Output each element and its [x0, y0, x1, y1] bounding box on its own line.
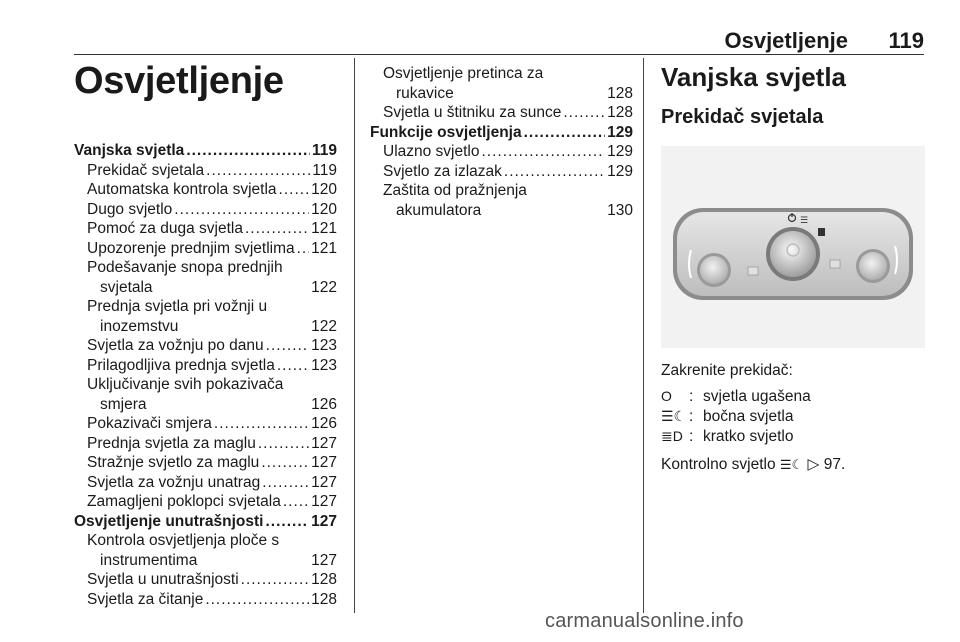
- toc-entry-label: Zamagljeni poklopci svjetala: [87, 493, 281, 510]
- toc-entry-page: 128: [607, 104, 633, 121]
- leader-dots: [279, 180, 310, 200]
- toc-section-heading[interactable]: [74, 141, 337, 161]
- leader-dots: [174, 200, 309, 220]
- toc-entry-label: Prekidač svjetala: [87, 161, 205, 179]
- leader-dots: [563, 103, 605, 123]
- toc-section-heading[interactable]: [370, 123, 633, 143]
- toc-entry[interactable]: [74, 531, 337, 570]
- toc-entry-page: 127: [311, 512, 337, 530]
- toc-entry-label-continued: svjetala: [100, 278, 153, 296]
- toc-entry[interactable]: [370, 162, 633, 182]
- toc-entry-label: Zaštita od pražnjenja: [383, 182, 527, 199]
- legend-separator: :: [689, 408, 694, 425]
- control-light-page-ref[interactable]: 97.: [823, 456, 846, 473]
- leader-dots: [262, 473, 309, 493]
- toc-entry[interactable]: [74, 434, 337, 454]
- toc-entry-label: Stražnje svjetlo za maglu: [87, 454, 260, 471]
- leader-dots: [297, 239, 310, 259]
- column-divider-1: [354, 58, 355, 613]
- toc-entry-label: Prednja svjetla pri vožnji u: [87, 298, 268, 315]
- leader-dots: [266, 336, 309, 356]
- toc-entry-label: Svjetla u štitniku za sunce: [383, 104, 562, 121]
- leader-dots: [258, 434, 309, 454]
- toc-entry-label: Upozorenje prednjim svjetlima: [87, 239, 295, 257]
- legend-text: bočna svjetla: [703, 408, 794, 425]
- toc-entry-page: 127: [311, 551, 337, 569]
- toc-entry-page: 120: [311, 181, 337, 198]
- toc-entry-page: 121: [311, 220, 337, 237]
- toc-entry-page: 126: [311, 415, 337, 432]
- toc-entry-label: Funkcije osvjetljenja: [370, 123, 522, 141]
- toc-entry[interactable]: [74, 180, 337, 200]
- leader-dots: [277, 356, 309, 376]
- leader-dots: [186, 141, 310, 161]
- toc-entry-page: 120: [311, 200, 337, 218]
- legend-row: [661, 428, 793, 446]
- instruction-text: Zakrenite prekidač:: [661, 362, 793, 379]
- subsection-title: Prekidač svjetala: [661, 106, 824, 128]
- toc-entry-page: 122: [311, 317, 337, 335]
- toc-entry-page: 127: [311, 454, 337, 471]
- toc-entry-page: 119: [311, 142, 337, 159]
- side-lights-icon: ☰☾: [779, 457, 804, 472]
- leader-dots: [283, 492, 309, 512]
- toc-entry-label: Kontrola osvjetljenja ploče s: [87, 532, 280, 549]
- toc-entry[interactable]: [370, 64, 633, 103]
- legend-row: [661, 388, 811, 406]
- toc-entry[interactable]: [74, 473, 337, 493]
- toc-entry-label-continued: inozemstvu: [100, 317, 179, 335]
- toc-entry[interactable]: [74, 239, 337, 259]
- leader-dots: [241, 570, 309, 590]
- toc-column-1: [74, 141, 337, 609]
- toc-entry-page: 130: [607, 201, 633, 219]
- low-beam-icon: ≣D: [661, 428, 683, 444]
- toc-entry-page: 122: [311, 278, 337, 296]
- legend-text: svjetla ugašena: [703, 388, 811, 405]
- toc-entry[interactable]: [74, 297, 337, 336]
- toc-entry[interactable]: [74, 492, 337, 512]
- toc-entry-label: Osvjetljenje pretinca za: [383, 65, 544, 82]
- toc-entry-page: 123: [311, 356, 337, 374]
- toc-entry[interactable]: [74, 590, 337, 610]
- toc-section-heading[interactable]: [74, 512, 337, 532]
- toc-entry-page: 127: [311, 434, 337, 452]
- toc-entry-page: 129: [607, 123, 633, 141]
- legend-separator: :: [689, 388, 694, 405]
- toc-entry-label: Ulazno svjetlo: [383, 143, 480, 160]
- leader-dots: [214, 414, 309, 434]
- toc-entry[interactable]: [74, 570, 337, 590]
- chapter-title: Osvjetljenje: [74, 60, 284, 102]
- header-rule: [74, 54, 924, 55]
- toc-entry-page: 128: [311, 590, 337, 608]
- toc-entry[interactable]: [370, 103, 633, 123]
- toc-entry[interactable]: [74, 414, 337, 434]
- legend-row: [661, 408, 793, 426]
- toc-entry-page: 128: [311, 571, 337, 588]
- legend-text: kratko svjetlo: [703, 428, 794, 445]
- toc-entry-label-continued: rukavice: [396, 84, 454, 102]
- toc-entry-page: 127: [311, 493, 337, 510]
- toc-entry[interactable]: [74, 336, 337, 356]
- toc-entry-label: Svjetla u unutrašnjosti: [87, 571, 239, 588]
- toc-entry-label: Pokazivači smjera: [87, 415, 212, 432]
- svg-text:☰: ☰: [800, 216, 809, 226]
- toc-entry[interactable]: [370, 142, 633, 162]
- toc-entry[interactable]: [74, 375, 337, 414]
- leader-dots: [524, 123, 606, 143]
- toc-entry[interactable]: [74, 453, 337, 473]
- toc-entry[interactable]: [74, 219, 337, 239]
- toc-entry-label: Automatska kontrola svjetla: [87, 181, 277, 198]
- toc-entry-label: Svjetla za vožnju unatrag: [87, 473, 261, 491]
- toc-entry[interactable]: [74, 356, 337, 376]
- leader-dots: [205, 590, 309, 610]
- toc-entry-label: Prednja svjetla za maglu: [87, 434, 256, 452]
- toc-entry-page: 129: [607, 162, 633, 180]
- toc-entry-label: Svjetla za čitanje: [87, 590, 204, 608]
- toc-entry-label-continued: akumulatora: [396, 201, 482, 219]
- leader-dots: [245, 219, 309, 239]
- reference-arrow-icon: ▷: [807, 456, 820, 473]
- toc-entry-label: Svjetla za vožnju po danu: [87, 337, 264, 354]
- toc-entry-page: 121: [311, 239, 337, 257]
- legend-separator: :: [689, 428, 694, 445]
- toc-entry-label: Prilagodljiva prednja svjetla: [87, 356, 275, 374]
- leader-dots: [482, 142, 606, 162]
- light-switch-panel-image: [661, 146, 925, 348]
- toc-entry-page: 123: [311, 337, 337, 354]
- section-title: Vanjska svjetla: [661, 62, 847, 92]
- toc-entry-label: Uključivanje svih pokazivača: [87, 376, 284, 393]
- toc-entry-label: Pomoć za duga svjetla: [87, 220, 243, 237]
- toc-entry-label-continued: instrumentima: [100, 551, 198, 569]
- light-switch-illustration: [661, 146, 925, 348]
- toc-entry-page: 127: [311, 473, 337, 491]
- toc-column-2: [370, 64, 633, 220]
- side-lights-icon: ☰☾: [661, 408, 687, 424]
- toc-entry-page: 129: [607, 143, 633, 160]
- toc-entry[interactable]: [370, 181, 633, 220]
- leader-dots: [261, 453, 309, 473]
- toc-entry-label-continued: smjera: [100, 395, 147, 413]
- control-light-reference: [661, 455, 845, 474]
- power-off-icon: O: [661, 388, 672, 404]
- watermark: carmanualsonline.info: [545, 610, 744, 632]
- toc-entry-page: 128: [607, 84, 633, 102]
- toc-entry[interactable]: [74, 161, 337, 181]
- leader-dots: [504, 162, 605, 182]
- toc-entry[interactable]: [74, 258, 337, 297]
- control-light-label: Kontrolno svjetlo: [661, 456, 776, 473]
- toc-entry-label: Osvjetljenje unutrašnjosti: [74, 512, 264, 530]
- leader-dots: [266, 512, 310, 532]
- toc-entry[interactable]: [74, 200, 337, 220]
- toc-entry-page: 126: [311, 395, 337, 413]
- toc-entry-label: Dugo svjetlo: [87, 200, 173, 218]
- leader-dots: [206, 161, 310, 181]
- running-header-title: Osvjetljenje: [724, 28, 848, 53]
- toc-entry-label: Vanjska svjetla: [74, 142, 185, 159]
- toc-entry-label: Svjetlo za izlazak: [383, 162, 502, 180]
- page-number: 119: [888, 28, 924, 53]
- column-divider-2: [643, 58, 644, 613]
- toc-entry-label: Podešavanje snopa prednjih: [87, 259, 283, 276]
- toc-entry-page: 119: [312, 161, 337, 179]
